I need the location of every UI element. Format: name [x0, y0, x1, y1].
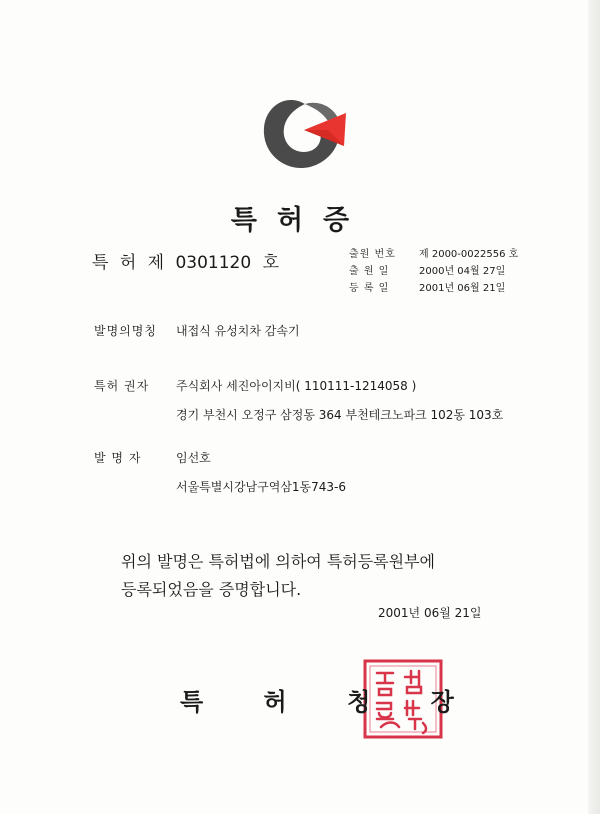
registration-date-label: 등 록 일	[349, 283, 390, 294]
invention-title: 내접식 유성치차 감속기	[176, 324, 300, 338]
inventor-label: 발 명 자	[94, 451, 142, 465]
inventor-address: 서울특별시강남구역삼1동743-6	[176, 480, 347, 494]
statement-line-2: 등록되었음을 증명합니다.	[121, 580, 302, 599]
application-number-label: 출원 번호	[349, 249, 396, 260]
registration-date-value: 2001년 06월 21일	[419, 283, 506, 294]
issuing-office: 특 허 청 장	[180, 688, 480, 716]
filing-date-row	[349, 263, 518, 280]
kipo-logo-icon	[248, 78, 358, 188]
inventor-name: 임선호	[176, 451, 211, 465]
invention-title-label: 발명의명칭	[94, 324, 157, 338]
patent-number: 특 허 제 0301120 호	[92, 253, 280, 273]
certification-statement	[121, 548, 435, 604]
application-info	[349, 246, 518, 297]
certificate-title: 특허증	[230, 205, 370, 236]
page-edge-shadow	[588, 0, 600, 814]
registration-date-row	[349, 280, 518, 297]
patentee-address: 경기 부천시 오정구 삼정동 364 부천테크노파크 102동 103호	[176, 408, 504, 422]
patentee-label: 특허 권자	[94, 379, 150, 393]
filing-date-label: 출 원 일	[349, 266, 390, 277]
application-number-row	[349, 246, 518, 263]
issue-date: 2001년 06월 21일	[378, 606, 482, 620]
filing-date-value: 2000년 04월 27일	[419, 266, 506, 277]
application-number-value: 제 2000-0022556 호	[419, 249, 519, 260]
statement-line-1: 위의 발명은 특허법에 의하여 특허등록원부에	[121, 552, 436, 571]
patentee-name: 주식회사 세진아이지비( 110111-1214058 )	[176, 379, 417, 393]
